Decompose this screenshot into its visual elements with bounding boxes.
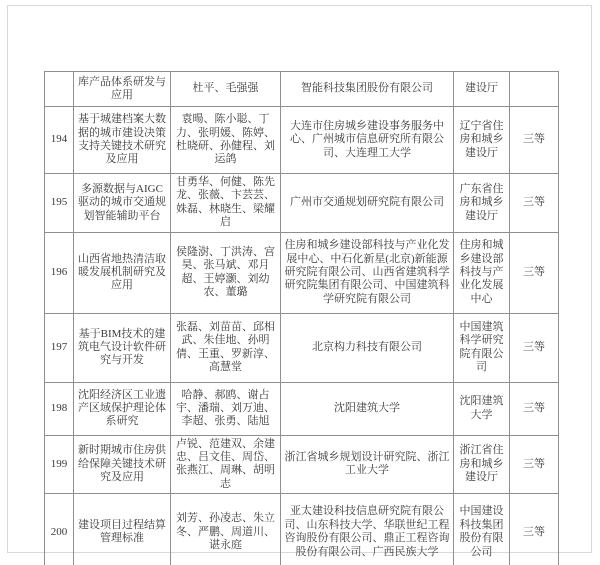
table-row bbox=[45, 435, 559, 494]
cell-serial-number: 198 bbox=[45, 382, 74, 435]
table-row bbox=[45, 232, 559, 313]
cell-serial-number: 194 bbox=[45, 107, 74, 174]
cell-project-name: 库产品体系研发与应用 bbox=[74, 72, 171, 107]
cell-recommending-unit: 建设厅 bbox=[454, 72, 510, 107]
cell-award-grade bbox=[510, 72, 559, 107]
cell-organizations: 住房和城乡建设部科技与产业化发展中心、中石化新星(北京)新能源研究院有限公司、山西省建筑科学研究院集团有限公司、中国建筑科学研究院有限公司 bbox=[281, 232, 454, 313]
cell-recommending-unit: 浙江省住房和城乡建设厅 bbox=[454, 435, 510, 494]
cell-project-name: 山西省地热清洁取暖发展机制研究及应用 bbox=[74, 232, 171, 313]
cell-project-name: 多源数据与AIGC驱动的城市交通规划智能辅助平台 bbox=[74, 174, 171, 233]
table-row bbox=[45, 494, 559, 565]
awards-table-body bbox=[45, 72, 559, 565]
cell-contributors: 袁暘、陈小聪、丁力、张明媛、陈婷、杜晓研、孙健程、刘运鸽 bbox=[171, 107, 281, 174]
cell-organizations: 北京构力科技有限公司 bbox=[281, 313, 454, 382]
cell-contributors: 甘勇华、何健、陈先龙、张薇、卞芸芸、姝磊、林晓生、梁耀启 bbox=[171, 174, 281, 233]
cell-organizations: 智能科技集团股份有限公司 bbox=[281, 72, 454, 107]
cell-serial-number: 199 bbox=[45, 435, 74, 494]
cell-organizations: 沈阳建筑大学 bbox=[281, 382, 454, 435]
cell-contributors: 卢锐、范建双、余建忠、吕文佳、周岱、张燕江、周琳、胡明志 bbox=[171, 435, 281, 494]
cell-organizations: 亚太建设科技信息研究院有限公司、山东科技大学、华联世纪工程咨询股份有限公司、鼎正工程咨询股份有限公司、广西民族大学 bbox=[281, 494, 454, 565]
cell-organizations: 大连市住房城乡建设事务服务中心、广州城市信息研究所有限公司、大连理工大学 bbox=[281, 107, 454, 174]
cell-recommending-unit: 住房和城乡建设部科技与产业化发展中心 bbox=[454, 232, 510, 313]
cell-award-grade: 三等 bbox=[510, 107, 559, 174]
table-row bbox=[45, 107, 559, 174]
cell-recommending-unit: 广东省住房和城乡建设厅 bbox=[454, 174, 510, 233]
cell-serial-number bbox=[45, 72, 74, 107]
cell-serial-number: 195 bbox=[45, 174, 74, 233]
cell-organizations: 浙江省城乡规划设计研究院、浙江工业大学 bbox=[281, 435, 454, 494]
table-row bbox=[45, 313, 559, 382]
table-row bbox=[45, 382, 559, 435]
cell-award-grade: 三等 bbox=[510, 313, 559, 382]
cell-recommending-unit: 辽宁省住房和城乡建设厅 bbox=[454, 107, 510, 174]
cell-project-name: 建设项目过程结算管理标准 bbox=[74, 494, 171, 565]
table-row bbox=[45, 72, 559, 107]
cell-contributors: 侯隆澍、丁洪涛、宫昊、张马斌、邓月超、王婷灏、刘幼农、董璐 bbox=[171, 232, 281, 313]
cell-project-name: 基于城建档案大数据的城市建设决策支持关键技术研究及应用 bbox=[74, 107, 171, 174]
awards-table bbox=[44, 71, 559, 565]
cell-award-grade: 三等 bbox=[510, 174, 559, 233]
cell-project-name: 新时期城市住房供给保障关键技术研究及应用 bbox=[74, 435, 171, 494]
cell-contributors: 张磊、刘苗苗、邱相武、朱佳地、孙明倩、王重、罗新淳、高慧堂 bbox=[171, 313, 281, 382]
cell-contributors: 哈静、郝鸥、谢占宇、潘瑞、刘万迪、李超、张勇、陆旭 bbox=[171, 382, 281, 435]
cell-award-grade: 三等 bbox=[510, 435, 559, 494]
cell-contributors: 杜平、毛强强 bbox=[171, 72, 281, 107]
cell-recommending-unit: 沈阳建筑大学 bbox=[454, 382, 510, 435]
cell-serial-number: 200 bbox=[45, 494, 74, 565]
cell-recommending-unit: 中国建设科技集团股份有限公司 bbox=[454, 494, 510, 565]
cell-serial-number: 197 bbox=[45, 313, 74, 382]
cell-award-grade: 三等 bbox=[510, 382, 559, 435]
cell-award-grade: 三等 bbox=[510, 232, 559, 313]
cell-project-name: 沈阳经济区工业遗产区域保护理论体系研究 bbox=[74, 382, 171, 435]
table-row bbox=[45, 174, 559, 233]
cell-serial-number: 196 bbox=[45, 232, 74, 313]
cell-organizations: 广州市交通规划研究院有限公司 bbox=[281, 174, 454, 233]
cell-contributors: 刘芳、孙凌志、朱立冬、严鹏、周道川、谌永庭 bbox=[171, 494, 281, 565]
cell-project-name: 基于BIM技术的建筑电气设计软件研究与开发 bbox=[74, 313, 171, 382]
cell-recommending-unit: 中国建筑科学研究院有限公司 bbox=[454, 313, 510, 382]
cell-award-grade: 三等 bbox=[510, 494, 559, 565]
